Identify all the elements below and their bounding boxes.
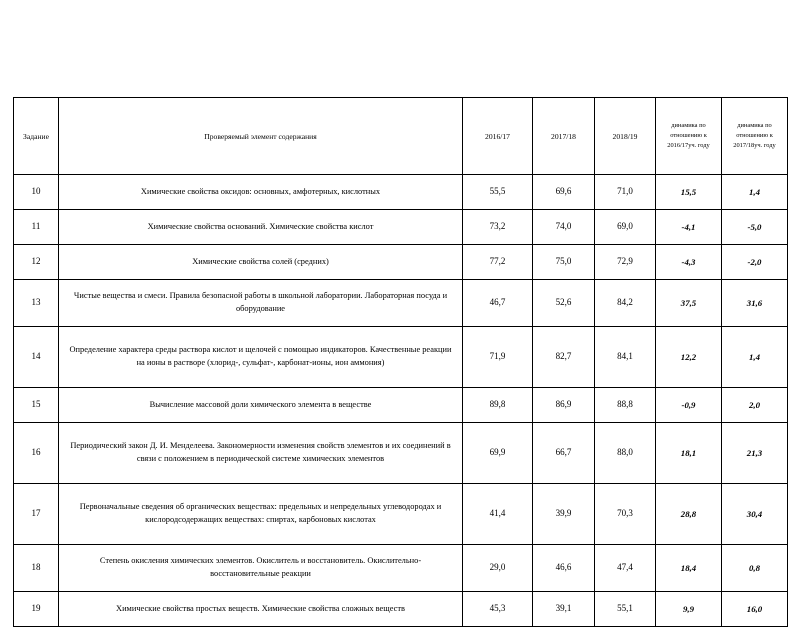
cell-dynamics-vs-2016-17: 15,5 [656, 175, 722, 210]
cell-value-2016-17: 41,4 [463, 484, 533, 545]
cell-content-element: Степень окисления химических элементов. Окислитель и восстановитель. Окислительно-восстановительные реакции [59, 545, 463, 592]
table-body [14, 175, 788, 627]
column-header-dynamics-vs-2017-18: динамика по отношению к 2017/18уч. году [722, 98, 788, 175]
cell-value-2018-19: 88,0 [595, 423, 656, 484]
cell-value-2016-17: 46,7 [463, 280, 533, 327]
cell-content-element: Химические свойства солей (средних) [59, 245, 463, 280]
cell-value-2017-18: 39,9 [533, 484, 595, 545]
table-row [14, 592, 788, 627]
column-header-year-2016-17: 2016/17 [463, 98, 533, 175]
cell-value-2017-18: 52,6 [533, 280, 595, 327]
cell-dynamics-vs-2016-17: 12,2 [656, 327, 722, 388]
cell-value-2016-17: 73,2 [463, 210, 533, 245]
cell-value-2016-17: 77,2 [463, 245, 533, 280]
cell-dynamics-vs-2016-17: -4,3 [656, 245, 722, 280]
cell-value-2016-17: 69,9 [463, 423, 533, 484]
cell-task-number: 13 [14, 280, 59, 327]
cell-dynamics-vs-2017-18: 1,4 [722, 175, 788, 210]
cell-value-2017-18: 74,0 [533, 210, 595, 245]
cell-dynamics-vs-2017-18: 21,3 [722, 423, 788, 484]
cell-task-number: 14 [14, 327, 59, 388]
cell-task-number: 16 [14, 423, 59, 484]
column-header-year-2017-18: 2017/18 [533, 98, 595, 175]
cell-task-number: 17 [14, 484, 59, 545]
cell-content-element: Химические свойства оснований. Химические свойства кислот [59, 210, 463, 245]
cell-value-2018-19: 84,1 [595, 327, 656, 388]
table-row [14, 545, 788, 592]
table-row [14, 245, 788, 280]
results-table-container [13, 97, 787, 627]
cell-content-element: Вычисление массовой доли химического элемента в веществе [59, 388, 463, 423]
cell-value-2017-18: 75,0 [533, 245, 595, 280]
table-row [14, 210, 788, 245]
cell-dynamics-vs-2017-18: 2,0 [722, 388, 788, 423]
cell-value-2018-19: 88,8 [595, 388, 656, 423]
cell-task-number: 10 [14, 175, 59, 210]
cell-value-2018-19: 71,0 [595, 175, 656, 210]
cell-dynamics-vs-2017-18: 30,4 [722, 484, 788, 545]
table-row [14, 327, 788, 388]
cell-content-element: Чистые вещества и смеси. Правила безопасной работы в школьной лаборатории. Лабораторная посуда и оборудование [59, 280, 463, 327]
cell-dynamics-vs-2017-18: 0,8 [722, 545, 788, 592]
cell-value-2017-18: 39,1 [533, 592, 595, 627]
cell-value-2017-18: 82,7 [533, 327, 595, 388]
table-header-row [14, 98, 788, 175]
cell-content-element: Определение характера среды раствора кислот и щелочей с помощью индикаторов. Качественные реакции на ионы в растворе (хлорид-, сульфат-, карбонат-ионы, ион аммония) [59, 327, 463, 388]
cell-dynamics-vs-2016-17: 28,8 [656, 484, 722, 545]
cell-value-2018-19: 47,4 [595, 545, 656, 592]
cell-value-2017-18: 66,7 [533, 423, 595, 484]
cell-value-2018-19: 84,2 [595, 280, 656, 327]
cell-dynamics-vs-2017-18: 1,4 [722, 327, 788, 388]
cell-task-number: 18 [14, 545, 59, 592]
cell-task-number: 12 [14, 245, 59, 280]
results-table [13, 97, 788, 627]
table-row [14, 280, 788, 327]
cell-content-element: Химические свойства простых веществ. Химические свойства сложных веществ [59, 592, 463, 627]
cell-value-2017-18: 46,6 [533, 545, 595, 592]
cell-dynamics-vs-2016-17: 37,5 [656, 280, 722, 327]
table-row [14, 423, 788, 484]
cell-dynamics-vs-2017-18: 16,0 [722, 592, 788, 627]
cell-dynamics-vs-2017-18: -5,0 [722, 210, 788, 245]
cell-value-2018-19: 72,9 [595, 245, 656, 280]
cell-dynamics-vs-2016-17: -4,1 [656, 210, 722, 245]
cell-value-2016-17: 71,9 [463, 327, 533, 388]
table-row [14, 388, 788, 423]
cell-value-2017-18: 86,9 [533, 388, 595, 423]
cell-value-2018-19: 55,1 [595, 592, 656, 627]
cell-dynamics-vs-2017-18: 31,6 [722, 280, 788, 327]
column-header-content-element: Проверяемый элемент содержания [59, 98, 463, 175]
cell-dynamics-vs-2017-18: -2,0 [722, 245, 788, 280]
table-header [14, 98, 788, 175]
cell-content-element: Первоначальные сведения об органических веществах: предельных и непредельных углеводородах и кислородсодержащих веществах: спиртах, карбоновых кислотах [59, 484, 463, 545]
cell-dynamics-vs-2016-17: 9,9 [656, 592, 722, 627]
column-header-year-2018-19: 2018/19 [595, 98, 656, 175]
cell-value-2018-19: 69,0 [595, 210, 656, 245]
cell-dynamics-vs-2016-17: 18,1 [656, 423, 722, 484]
cell-value-2017-18: 69,6 [533, 175, 595, 210]
table-row [14, 484, 788, 545]
column-header-task: Задание [14, 98, 59, 175]
cell-dynamics-vs-2016-17: -0,9 [656, 388, 722, 423]
cell-value-2016-17: 45,3 [463, 592, 533, 627]
cell-dynamics-vs-2016-17: 18,4 [656, 545, 722, 592]
cell-content-element: Химические свойства оксидов: основных, амфотерных, кислотных [59, 175, 463, 210]
cell-task-number: 19 [14, 592, 59, 627]
column-header-dynamics-vs-2016-17: динамика по отношению к 2016/17уч. году [656, 98, 722, 175]
cell-value-2016-17: 89,8 [463, 388, 533, 423]
cell-value-2016-17: 29,0 [463, 545, 533, 592]
cell-value-2016-17: 55,5 [463, 175, 533, 210]
cell-task-number: 15 [14, 388, 59, 423]
table-row [14, 175, 788, 210]
cell-value-2018-19: 70,3 [595, 484, 656, 545]
cell-task-number: 11 [14, 210, 59, 245]
cell-content-element: Периодический закон Д. И. Менделеева. Закономерности изменения свойств элементов и их соединений в связи с положением в периодической системе химических элементов [59, 423, 463, 484]
